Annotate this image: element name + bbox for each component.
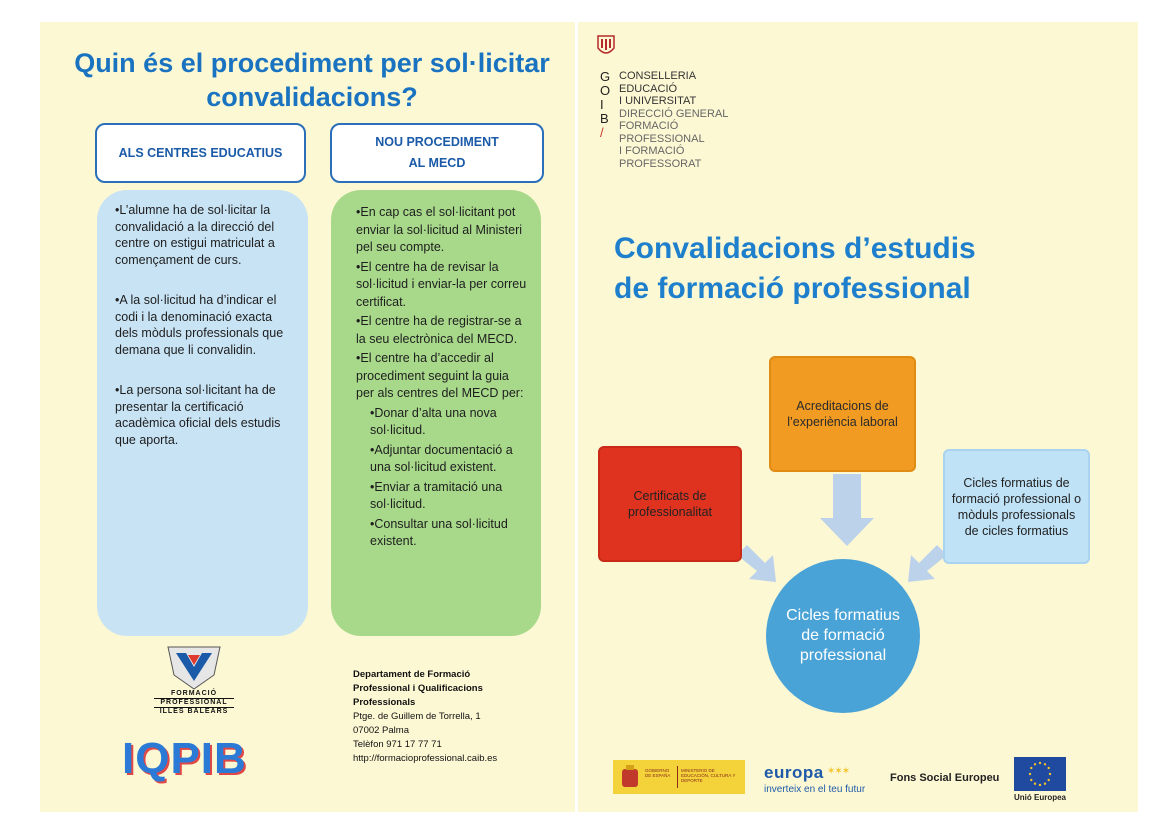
contact-url: http://formacioprofessional.caib.es (353, 753, 498, 764)
sub-list-item: •Donar d’alta una nova sol·licitud. (370, 405, 497, 437)
contact-info (353, 668, 563, 766)
gobierno-espana-logo: GOBIERNO DE ESPAÑA MINISTERIO DE EDUCACIÓN, CULTURA Y DEPORTE (613, 760, 745, 794)
conselleria-text: CONSELLERIA EDUCACIÓ I UNIVERSITAT DIRECCIÓ GENERAL FORMACIÓ PROFESSIONAL I FORMACIÓ PROFESSORAT (619, 70, 729, 170)
diagram-box-acreditacions: Acreditacions de l’experiència laboral (769, 356, 916, 472)
sub-list-item: •Enviar a tramitació una sol·licitud. (370, 479, 503, 511)
fons-social-europeu-label: Fons Social Europeu (890, 772, 1000, 784)
contact-org: Professional i Qualificacions (353, 683, 483, 694)
contact-city: 07002 Palma (353, 725, 409, 736)
sub-list-item: •Adjuntar documentació a una sol·licitud existent. (370, 442, 513, 474)
list-item: •La persona sol·licitant ha de presentar la certificació acadèmica oficial dels estudis que aporta. (115, 383, 281, 447)
contact-org: Professionals (353, 697, 416, 708)
list-item: •El centre ha d’accedir al procediment seguint la guia per als centres del MECD per: (356, 351, 524, 400)
list-item: •A la sol·licitud ha d’indicar el codi i la denominació exacta dels mòduls professionals que demana que li convalidin. (115, 293, 284, 357)
left-panel-title: Quin és el procediment per sol·licitar convalidacions? (74, 48, 550, 112)
goib-letters: G O I B / (600, 69, 611, 140)
centres-educatius-header: ALS CENTRES EDUCATIUS (95, 123, 306, 183)
contact-address: Ptge. de Guillem de Torrella, 1 (353, 711, 481, 722)
list-item: •L’alumne ha de sol·licitar la convalidació a la direcció del centre on estigui matriculat a començament de curs. (115, 203, 275, 267)
diagram-box-cicles: Cicles formatius de formació professional o mòduls professionals de cicles formatius (943, 449, 1090, 564)
centres-educatius-column (97, 190, 308, 636)
caib-emblem-icon (596, 34, 616, 58)
list-item: •El centre ha de registrar-se a la seu electrònica del MECD. (356, 314, 522, 346)
nou-procediment-column (331, 190, 541, 636)
sub-list-item: •Consultar una sol·licitud existent. (370, 516, 508, 548)
diagram-box-certificats: Certificats de professionalitat (598, 446, 742, 562)
list-item: •El centre ha de revisar la sol·licitud i enviar-la per correu certificat. (356, 259, 527, 309)
spain-coat-of-arms-icon (619, 763, 641, 791)
list-item: •En cap cas el sol·licitant pot enviar la sol·licitud al Ministeri pel seu compte. (356, 205, 523, 254)
contact-phone: Telèfon 971 17 77 71 (353, 739, 442, 750)
diagram-center-circle: Cicles formatius de formació professional (766, 559, 920, 713)
contact-org: Departament de Formació (353, 669, 471, 680)
europa-logo: europa ✶✶✶ inverteix en el teu futur (764, 763, 866, 795)
eu-caption: Unió Europea (1013, 793, 1066, 802)
stars-icon: ✶✶✶ (827, 766, 850, 777)
iqpib-logo: IQPIB (122, 734, 247, 783)
brochure-title: Convalidacions d’estudis de formació professional (614, 232, 976, 305)
eu-flag-icon (1014, 757, 1066, 791)
fp-logo-caption: FORMACIÓ PROFESSIONAL ILLES BALEARS (154, 690, 234, 716)
nou-procediment-header: NOU PROCEDIMENT AL MECD (330, 123, 544, 183)
